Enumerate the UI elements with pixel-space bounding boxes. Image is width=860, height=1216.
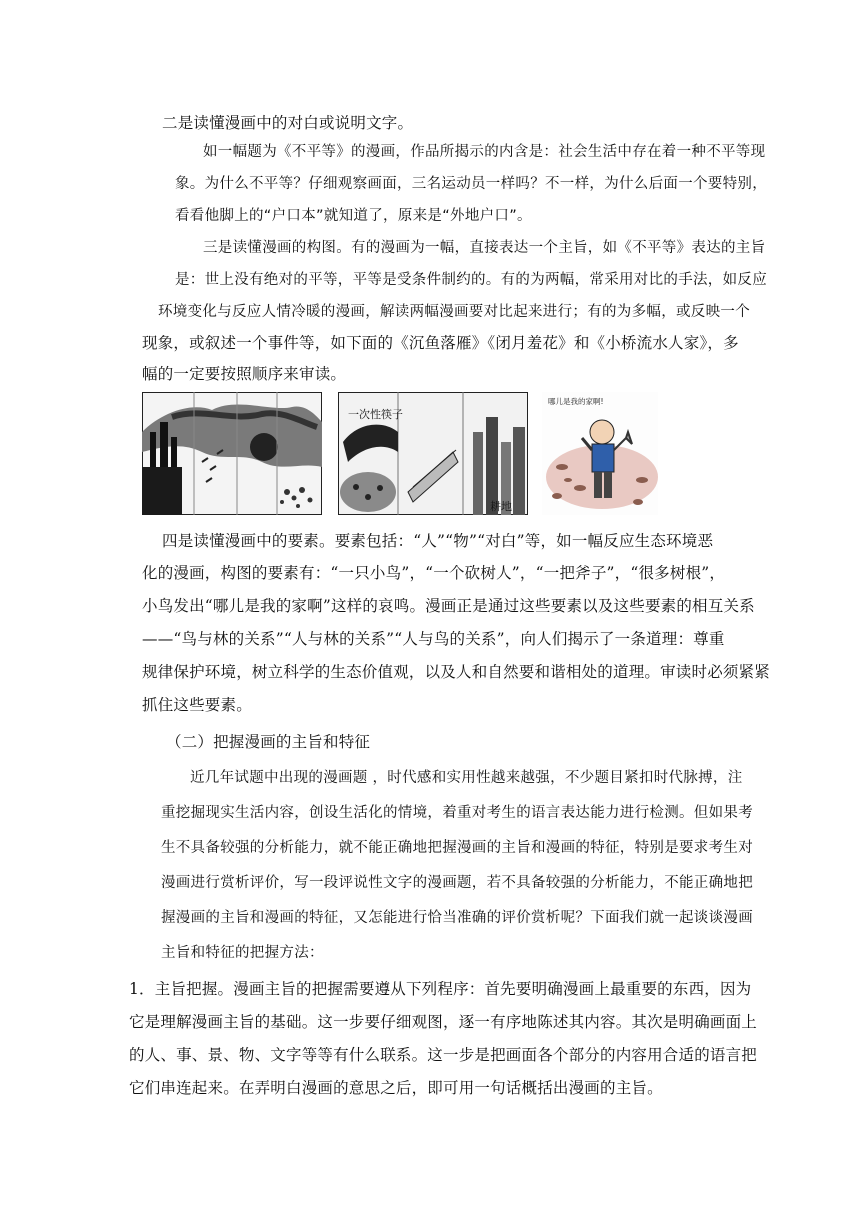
paragraph-intro: 二是读懂漫画中的对白或说明文字。 — [162, 114, 414, 132]
paragraph-composition-line-5: 幅的一定要按照顺序来审读。 — [142, 365, 347, 383]
paragraph-composition-line-1: 三是读懂漫画的构图。有的漫画为一幅，直接表达一个主旨，如《不平等》表达的主旨 — [203, 240, 766, 256]
section-heading: （二）把握漫画的主旨和特征 — [166, 733, 371, 751]
paragraph-recent-line-3: 生不具备较强的分析能力，就不能正确地把握漫画的主旨和漫画的特征，特别是要求考生对 — [161, 840, 753, 856]
cartoon-image-2 — [338, 392, 528, 515]
cartoon3-bubble: 哪儿是我的家啊! — [548, 397, 604, 406]
cartoon-image-1 — [142, 392, 322, 515]
paragraph-example-line-3: 看看他脚上的“户口本”就知道了，原来是“外地户口”。 — [175, 208, 532, 224]
paragraph-elements-line-4: ——“鸟与林的关系”“人与林的关系”“人与鸟的关系”，向人们揭示了一条道理：尊重 — [142, 630, 725, 648]
paragraph-point1-line-3: 的人、事、景、物、文字等等有什么联系。这一步是把画面各个部分的内容用合适的语言把 — [129, 1046, 758, 1064]
paragraph-recent-line-2: 重挖掘现实生活内容，创设生活化的情境，着重对考生的语言表达能力进行检测。但如果考 — [161, 805, 753, 821]
paragraph-composition-line-2: 是：世上没有绝对的平等，平等是受条件制约的。有的为两幅，常采用对比的手法，如反应 — [175, 272, 767, 288]
paragraph-elements-line-5: 规律保护环境，树立科学的生态价值观，以及人和自然要和谐相处的道理。审读时必须紧紧 — [142, 663, 771, 681]
paragraph-recent-line-4: 漫画进行赏析评价，写一段评说性文字的漫画题，若不具备较强的分析能力，不能正确地把 — [161, 875, 753, 891]
paragraph-composition-line-4: 现象，或叙述一个事件等，如下面的《沉鱼落雁》《闭月羞花》和《小桥流水人家》，多 — [142, 334, 739, 352]
cartoon2-tag: 耕地 — [490, 500, 512, 513]
cartoon-image-3 — [542, 392, 658, 515]
paragraph-recent-line-1: 近几年试题中出现的漫画题 ，时代感和实用性越来越强，不少题目紧扣时代脉搏，注 — [190, 770, 743, 786]
paragraph-recent-line-6: 主旨和特征的把握方法： — [161, 945, 324, 961]
paragraph-composition-line-3: 环境变化与反应人情冷暖的漫画，解读两幅漫画要对比起来进行；有的为多幅，或反映一个 — [158, 304, 750, 320]
paragraph-point1-line-1: 1．主旨把握。漫画主旨的把握需要遵从下列程序：首先要明确漫画上最重要的东西，因为 — [129, 980, 752, 998]
paragraph-elements-line-1: 四是读懂漫画中的要素。要素包括：“人”“物”“对白”等，如一幅反应生态环境恶 — [162, 532, 714, 550]
paragraph-elements-line-3: 小鸟发出“哪儿是我的家啊”这样的哀鸣。漫画正是通过这些要素以及这些要素的相互关系 — [142, 597, 755, 615]
paragraph-elements-line-2: 化的漫画，构图的要素有：“一只小鸟”，“一个砍树人”，“一把斧子”，“很多树根”， — [142, 564, 726, 582]
paragraph-point1-line-2: 它是理解漫画主旨的基础。这一步要仔细观图，逐一有序地陈述其内容。其次是明确画面上 — [129, 1013, 758, 1031]
paragraph-point1-line-4: 它们串连起来。在弄明白漫画的意思之后，即可用一句话概括出漫画的主旨。 — [129, 1079, 663, 1097]
cartoon2-caption: 一次性筷子 — [348, 408, 403, 421]
paragraph-example-line-2: 象。为什么不平等？仔细观察画面，三名运动员一样吗？不一样，为什么后面一个要特别， — [175, 176, 767, 192]
paragraph-elements-line-6: 抓住这些要素。 — [142, 696, 252, 714]
paragraph-recent-line-5: 握漫画的主旨和漫画的特征，又怎能进行恰当准确的评价赏析呢？下面我们就一起谈谈漫画 — [161, 910, 753, 926]
paragraph-example-line-1: 如一幅题为《不平等》的漫画，作品所揭示的内含是：社会生活中存在着一种不平等现 — [203, 144, 766, 160]
